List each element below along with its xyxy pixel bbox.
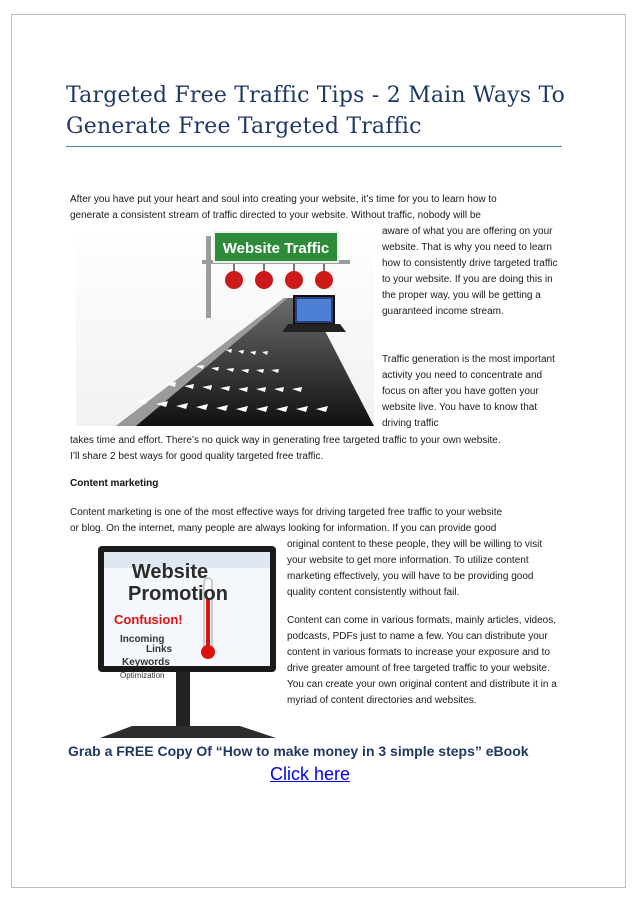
section-column-paragraph-2: Content can come in various formats, mainly articles, videos, podcasts, PDFs just to name a few. You can distribute your content in various formats to increase your exposure and to drive greater amount of free targeted traffic to your website. You can create your own original content and distribute it in a myriad of content directories and websites. (287, 615, 557, 706)
click-here-link[interactable]: Click here (270, 764, 351, 784)
section-line-1: Content marketing is one of the most effective ways for driving targeted free traffic to your website (70, 507, 503, 518)
website-traffic-image (76, 226, 374, 426)
intro-line-3: takes time and effort. There’s no quick way in generating free targeted traffic to your own website. (70, 435, 501, 446)
website-promotion-image (80, 538, 278, 738)
promo-line-b: Promotion (128, 583, 228, 605)
ebook-cta-text: Grab a FREE Copy Of “How to make money in 3 simple steps” eBook (68, 743, 529, 759)
page-title: Targeted Free Traffic Tips - 2 Main Ways To Generate Free Targeted Traffic (66, 83, 566, 139)
intro-column-paragraph-2: Traffic generation is the most important activity you need to concentrate and focus on after you have gotten your website live. You have to know that driving traffic (382, 354, 555, 429)
intro-line-2: generate a consistent stream of traffic directed to your website. Without traffic, nobody will be (70, 210, 481, 221)
promo-optimization: Optimization (120, 671, 165, 680)
title-underline (66, 146, 562, 147)
intro-line-1: After you have put your heart and soul into creating your website, it’s time for you to learn how to (70, 194, 497, 205)
intro-line-4: I’ll share 2 best ways for good quality targeted free traffic. (70, 451, 324, 462)
promo-confusion: Confusion! (114, 612, 183, 627)
section-column-paragraph-1: original content to these people, they will be willing to visit your website to get more information. To utilize content marketing effectively, you will have to be providing good quality content consistently without fail. (287, 539, 543, 598)
promo-links: Links (146, 644, 173, 655)
section-line-2: or blog. On the internet, many people are always looking for information. If you can provide good (70, 523, 497, 534)
promo-incoming: Incoming (120, 634, 165, 645)
intro-column-paragraph-1: aware of what you are offering on your website. That is why you need to learn how to consistently drive targeted traffic to your website. If you are doing this in the proper way, you will be getting a guaranteed income stream. (382, 226, 558, 317)
promo-keywords: Keywords (122, 657, 170, 668)
sign-text: Website Traffic (222, 240, 330, 257)
section-heading: Content marketing (70, 478, 159, 489)
promo-line-a: Website (131, 561, 209, 583)
